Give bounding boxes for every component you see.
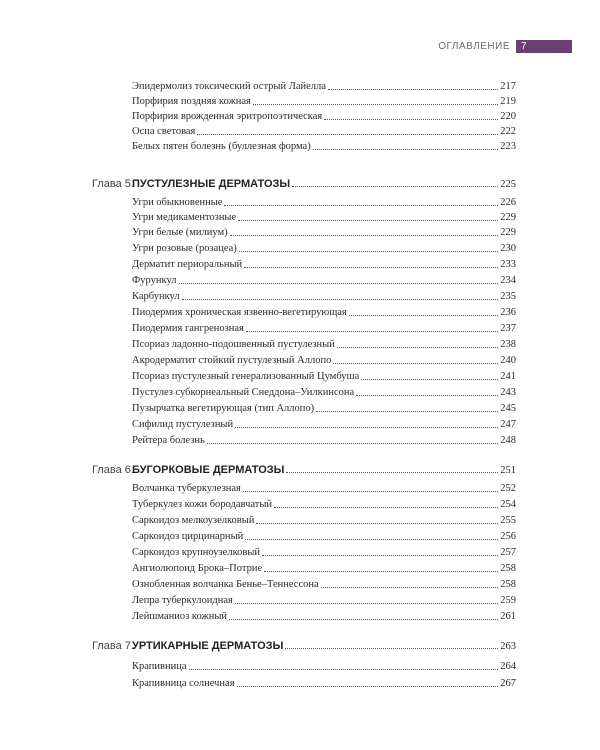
toc-entry[interactable] xyxy=(132,496,516,511)
toc-entry[interactable] xyxy=(132,256,516,271)
entry-title: Оспа световая xyxy=(132,126,196,137)
entry-page: 234 xyxy=(500,275,516,286)
dot-leader xyxy=(235,427,498,428)
entry-page: 233 xyxy=(500,259,516,270)
toc-entry[interactable] xyxy=(132,336,516,351)
dot-leader xyxy=(245,539,498,540)
toc-entry[interactable] xyxy=(132,576,516,591)
toc-entry[interactable] xyxy=(132,108,516,123)
toc-entry[interactable] xyxy=(132,272,516,287)
entry-page: 229 xyxy=(500,227,516,238)
dot-leader xyxy=(238,220,498,221)
entry-title: Пиодермия гангренозная xyxy=(132,323,244,334)
entry-page: 245 xyxy=(500,403,516,414)
entry-title: Порфирия врожденная эритропоэтическая xyxy=(132,111,323,122)
entry-page: 243 xyxy=(500,387,516,398)
entry-page: 257 xyxy=(500,547,516,558)
entry-page: 252 xyxy=(500,483,516,494)
toc-entry[interactable] xyxy=(132,528,516,543)
entry-title: Туберкулез кожи бородавчатый xyxy=(132,499,272,510)
entry-title: Саркоидоз крупноузелковый xyxy=(132,547,261,558)
entry-title: Саркоидоз мелкоузелковый xyxy=(132,515,255,526)
toc-entry[interactable] xyxy=(132,194,516,209)
chapter-number: Глава 6. xyxy=(92,464,134,476)
entry-page: 241 xyxy=(500,371,516,382)
toc-entry[interactable] xyxy=(132,123,516,138)
dot-leader xyxy=(237,686,499,687)
dot-leader xyxy=(243,491,498,492)
toc-entry[interactable] xyxy=(132,368,516,383)
entry-page: 222 xyxy=(500,126,516,137)
entry-page: 236 xyxy=(500,307,516,318)
entry-page: 267 xyxy=(500,678,516,689)
chapter-title: ПУСТУЛЕЗНЫЕ ДЕРМАТОЗЫ xyxy=(132,178,291,190)
dot-leader xyxy=(224,205,498,206)
entry-title: Акродерматит стойкий пустулезный Аллопо xyxy=(132,355,332,366)
dot-leader xyxy=(324,119,498,120)
toc-entry[interactable] xyxy=(132,480,516,495)
entry-title: Дерматит периоральный xyxy=(132,259,243,270)
entry-page: 238 xyxy=(500,339,516,350)
toc-entry[interactable] xyxy=(132,320,516,335)
dot-leader xyxy=(246,331,498,332)
entry-page: 255 xyxy=(500,515,516,526)
chapter-title: УРТИКАРНЫЕ ДЕРМАТОЗЫ xyxy=(132,640,284,652)
entry-page: 235 xyxy=(500,291,516,302)
entry-title: Белых пятен болезнь (буллезная форма) xyxy=(132,141,311,152)
entry-page: 248 xyxy=(500,435,516,446)
entry-title: Волчанка туберкулезная xyxy=(132,483,241,494)
toc-entry[interactable] xyxy=(132,608,516,623)
entry-page: 261 xyxy=(500,611,516,622)
entry-title: Ознобленная волчанка Бенье–Теннессона xyxy=(132,579,319,590)
entry-page: 219 xyxy=(500,96,516,107)
toc-entry[interactable] xyxy=(132,224,516,239)
chapter-page: 225 xyxy=(500,179,516,190)
entry-title: Рейтера болезнь xyxy=(132,435,205,446)
dot-leader xyxy=(361,379,498,380)
dot-leader xyxy=(262,555,498,556)
toc-entry[interactable] xyxy=(132,560,516,575)
chapter-page: 263 xyxy=(500,641,516,652)
toc-entry[interactable] xyxy=(132,512,516,527)
dot-leader xyxy=(328,89,498,90)
dot-leader xyxy=(356,395,498,396)
entry-title: Псориаз ладонно-подошвенный пустулезный xyxy=(132,339,335,350)
dot-leader xyxy=(333,363,498,364)
entry-title: Карбункул xyxy=(132,291,180,302)
entry-page: 223 xyxy=(500,141,516,152)
chapter-heading[interactable] xyxy=(92,460,516,476)
entry-page: 254 xyxy=(500,499,516,510)
chapter-number: Глава 7. xyxy=(92,640,134,652)
entry-title: Эпидермолиз токсический острый Лайелла xyxy=(132,81,326,92)
entry-page: 240 xyxy=(500,355,516,366)
chapter-heading[interactable] xyxy=(92,636,516,652)
toc-entry[interactable] xyxy=(132,78,516,93)
dot-leader xyxy=(316,411,498,412)
dot-leader xyxy=(274,507,498,508)
entry-title: Пустулез субкорнеальный Снеддона–Уилкинсона xyxy=(132,387,355,398)
dot-leader xyxy=(286,472,498,473)
entry-title: Лепра туберкулоидная xyxy=(132,595,233,606)
toc-entry[interactable] xyxy=(132,209,516,224)
entry-title: Фурункул xyxy=(132,275,177,286)
dot-leader xyxy=(313,149,499,150)
chapter-heading[interactable] xyxy=(92,174,516,190)
running-header xyxy=(438,38,572,54)
toc-entry[interactable] xyxy=(132,93,516,108)
dot-leader xyxy=(253,104,498,105)
header-title: ОГЛАВЛЕНИЕ xyxy=(438,40,510,52)
entry-title: Пузырчатка вегетирующая (тип Аллопо) xyxy=(132,403,315,414)
toc-entry[interactable] xyxy=(132,544,516,559)
entry-page: 259 xyxy=(500,595,516,606)
entry-title: Угри белые (милиум) xyxy=(132,227,228,238)
entry-page: 226 xyxy=(500,197,516,208)
toc-entry[interactable] xyxy=(132,416,516,431)
dot-leader xyxy=(197,134,498,135)
toc-entry[interactable] xyxy=(132,658,516,673)
entry-title: Лейшманиоз кожный xyxy=(132,611,228,622)
toc-entry[interactable] xyxy=(132,592,516,607)
dot-leader xyxy=(182,299,499,300)
entry-title: Ангиолюпоид Брока–Потрие xyxy=(132,563,263,574)
dot-leader xyxy=(337,347,498,348)
dot-leader xyxy=(239,251,498,252)
toc-entry[interactable] xyxy=(132,138,516,153)
toc-entry[interactable] xyxy=(132,240,516,255)
dot-leader xyxy=(179,283,499,284)
entry-page: 258 xyxy=(500,579,516,590)
dot-leader xyxy=(229,619,498,620)
toc-entry[interactable] xyxy=(132,304,516,319)
entry-page: 220 xyxy=(500,111,516,122)
entry-title: Сифилид пустулезный xyxy=(132,419,234,430)
dot-leader xyxy=(230,235,499,236)
entry-page: 264 xyxy=(500,661,516,672)
entry-title: Угри медикаментозные xyxy=(132,212,237,223)
dot-leader xyxy=(235,603,498,604)
entry-title: Крапивница солнечная xyxy=(132,678,235,689)
entry-title: Крапивница xyxy=(132,661,187,672)
dot-leader xyxy=(321,587,499,588)
entry-title: Порфирия поздняя кожная xyxy=(132,96,251,107)
dot-leader xyxy=(189,669,499,670)
entry-page: 237 xyxy=(500,323,516,334)
entry-page: 247 xyxy=(500,419,516,430)
dot-leader xyxy=(256,523,498,524)
entry-page: 229 xyxy=(500,212,516,223)
entry-title: Угри обыкновенные xyxy=(132,197,223,208)
entry-page: 258 xyxy=(500,563,516,574)
entry-page: 256 xyxy=(500,531,516,542)
dot-leader xyxy=(244,267,498,268)
dot-leader xyxy=(207,443,498,444)
chapter-title: БУГОРКОВЫЕ ДЕРМАТОЗЫ xyxy=(132,464,285,476)
page-number: 7 xyxy=(516,40,572,53)
entry-page: 230 xyxy=(500,243,516,254)
dot-leader xyxy=(292,186,498,187)
toc-entry[interactable] xyxy=(132,384,516,399)
entry-title: Угри розовые (розацеа) xyxy=(132,243,237,254)
toc-entry[interactable] xyxy=(132,400,516,415)
chapter-number: Глава 5. xyxy=(92,178,134,190)
toc-entry[interactable] xyxy=(132,675,516,690)
entry-title: Пиодермия хроническая язвенно-вегетирующая xyxy=(132,307,347,318)
toc-entry[interactable] xyxy=(132,432,516,447)
chapter-page: 251 xyxy=(500,465,516,476)
entry-title: Саркоидоз цирцинарный xyxy=(132,531,244,542)
entry-page: 217 xyxy=(500,81,516,92)
dot-leader xyxy=(349,315,498,316)
toc-entry[interactable] xyxy=(132,352,516,367)
dot-leader xyxy=(264,571,498,572)
entry-title: Псориаз пустулезный генерализованный Цумбуша xyxy=(132,371,360,382)
toc-entry[interactable] xyxy=(132,288,516,303)
dot-leader xyxy=(285,648,498,649)
